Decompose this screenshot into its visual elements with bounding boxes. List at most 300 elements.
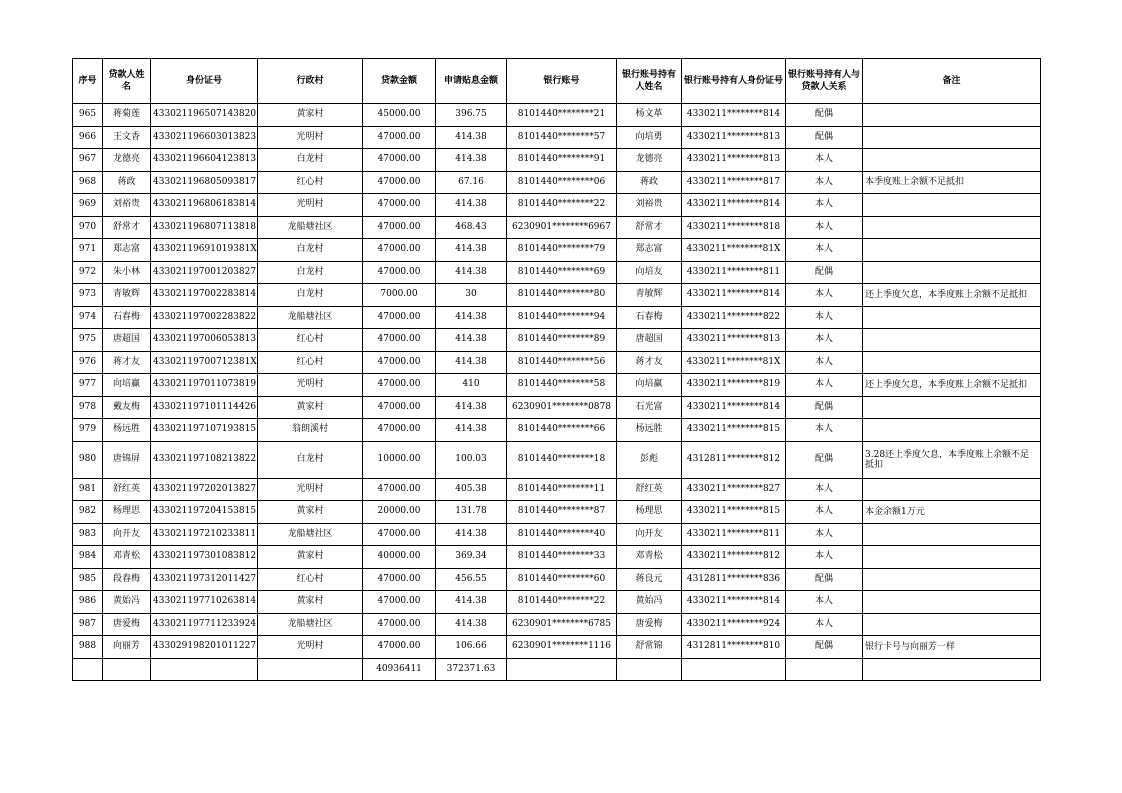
- id-number-cell: 433021197001203827: [151, 261, 258, 284]
- interest-amount-cell: 414.38: [436, 194, 507, 217]
- interest-amount-cell: 414.38: [436, 329, 507, 352]
- loan-amount-cell: 47000.00: [363, 239, 436, 262]
- holder-id-cell: 4330211********813: [682, 126, 786, 149]
- interest-amount-cell: 468.43: [436, 216, 507, 239]
- totals-empty-cell: [507, 658, 617, 681]
- holder-id-cell: 4330211********814: [682, 104, 786, 127]
- table-row: [73, 216, 1041, 239]
- holder-id-cell: 4330211********819: [682, 374, 786, 397]
- header-row: [73, 59, 1041, 104]
- holder-id-cell: 4330211********81X: [682, 239, 786, 262]
- table-row: [73, 478, 1041, 501]
- borrower-name-cell: 杨远胜: [103, 419, 151, 442]
- header-borrower-name: 贷款人姓名: [103, 59, 151, 104]
- loan-amount-cell: 47000.00: [363, 613, 436, 636]
- index-cell: 975: [73, 329, 103, 352]
- loan-amount-cell: 47000.00: [363, 396, 436, 419]
- id-number-cell: 433021196805093817: [151, 171, 258, 194]
- loan-amount-cell: 47000.00: [363, 306, 436, 329]
- interest-amount-cell: 414.38: [436, 149, 507, 172]
- note-cell: [863, 239, 1041, 262]
- index-cell: 967: [73, 149, 103, 172]
- note-cell: [863, 261, 1041, 284]
- header-loan-amount: 贷款金额: [363, 59, 436, 104]
- bank-account-cell: 8101440********18: [507, 441, 617, 478]
- table-row: [73, 104, 1041, 127]
- index-cell: 982: [73, 501, 103, 524]
- index-cell: 986: [73, 591, 103, 614]
- holder-name-cell: 彭彪: [617, 441, 682, 478]
- borrower-name-cell: 邓青松: [103, 546, 151, 569]
- holder-name-cell: 杨文革: [617, 104, 682, 127]
- holder-id-cell: 4330211********814: [682, 284, 786, 307]
- borrower-name-cell: 蒋才友: [103, 351, 151, 374]
- relation-cell: 本人: [786, 284, 863, 307]
- bank-account-cell: 8101440********60: [507, 568, 617, 591]
- table-row: [73, 149, 1041, 172]
- interest-amount-cell: 414.38: [436, 419, 507, 442]
- id-number-cell: 433021197002283814: [151, 284, 258, 307]
- holder-name-cell: 向开友: [617, 523, 682, 546]
- borrower-name-cell: 青敏辉: [103, 284, 151, 307]
- borrower-name-cell: 舒常才: [103, 216, 151, 239]
- village-cell: 龙船塘社区: [258, 523, 363, 546]
- note-cell: [863, 306, 1041, 329]
- holder-name-cell: 向培友: [617, 261, 682, 284]
- loan-amount-cell: 47000.00: [363, 171, 436, 194]
- id-number-cell: 433021196806183814: [151, 194, 258, 217]
- id-number-cell: 433021197711233924: [151, 613, 258, 636]
- note-cell: [863, 149, 1041, 172]
- village-cell: 龙船塘社区: [258, 613, 363, 636]
- village-cell: 光明村: [258, 636, 363, 659]
- village-cell: 白龙村: [258, 239, 363, 262]
- index-cell: 987: [73, 613, 103, 636]
- village-cell: 光明村: [258, 478, 363, 501]
- holder-name-cell: 舒红英: [617, 478, 682, 501]
- index-cell: 988: [73, 636, 103, 659]
- village-cell: 红心村: [258, 568, 363, 591]
- loan-amount-cell: 47000.00: [363, 216, 436, 239]
- holder-name-cell: 蒋政: [617, 171, 682, 194]
- bank-account-cell: 8101440********57: [507, 126, 617, 149]
- relation-cell: 配偶: [786, 126, 863, 149]
- index-cell: 979: [73, 419, 103, 442]
- header-relation: 银行账号持有人与贷款人关系: [786, 59, 863, 104]
- relation-cell: 本人: [786, 613, 863, 636]
- note-cell: 还上季度欠息，本季度账上余额不足抵扣: [863, 374, 1041, 397]
- index-cell: 980: [73, 441, 103, 478]
- bank-account-cell: 8101440********56: [507, 351, 617, 374]
- village-cell: 白龙村: [258, 441, 363, 478]
- borrower-name-cell: 向培赢: [103, 374, 151, 397]
- relation-cell: 本人: [786, 501, 863, 524]
- bank-account-cell: 8101440********40: [507, 523, 617, 546]
- relation-cell: 本人: [786, 523, 863, 546]
- bank-account-cell: 8101440********06: [507, 171, 617, 194]
- loan-amount-cell: 7000.00: [363, 284, 436, 307]
- village-cell: 黄家村: [258, 104, 363, 127]
- table-row: [73, 568, 1041, 591]
- index-cell: 977: [73, 374, 103, 397]
- bank-account-cell: 8101440********58: [507, 374, 617, 397]
- interest-amount-cell: 369.34: [436, 546, 507, 569]
- holder-id-cell: 4312811********836: [682, 568, 786, 591]
- interest-amount-cell: 30: [436, 284, 507, 307]
- bank-account-cell: 8101440********21: [507, 104, 617, 127]
- interest-amount-cell: 414.38: [436, 239, 507, 262]
- loan-amount-cell: 47000.00: [363, 351, 436, 374]
- note-cell: 还上季度欠息，本季度账上余额不足抵扣: [863, 284, 1041, 307]
- bank-account-cell: 8101440********11: [507, 478, 617, 501]
- totals-empty-cell: [258, 658, 363, 681]
- bank-account-cell: 8101440********69: [507, 261, 617, 284]
- loan-amount-cell: 47000.00: [363, 374, 436, 397]
- loan-amount-cell: 47000.00: [363, 419, 436, 442]
- table-row: [73, 261, 1041, 284]
- id-number-cell: 433021197002283822: [151, 306, 258, 329]
- relation-cell: 配偶: [786, 441, 863, 478]
- loan-amount-cell: 47000.00: [363, 126, 436, 149]
- bank-account-cell: 8101440********33: [507, 546, 617, 569]
- index-cell: 985: [73, 568, 103, 591]
- id-number-cell: 433021197204153815: [151, 501, 258, 524]
- id-number-cell: 43302119700712381X: [151, 351, 258, 374]
- index-cell: 970: [73, 216, 103, 239]
- loan-total: 40936411: [363, 658, 436, 681]
- relation-cell: 本人: [786, 194, 863, 217]
- table-row: [73, 306, 1041, 329]
- loan-amount-cell: 47000.00: [363, 478, 436, 501]
- relation-cell: 配偶: [786, 396, 863, 419]
- note-cell: [863, 478, 1041, 501]
- table-row: [73, 171, 1041, 194]
- table-row: [73, 194, 1041, 217]
- loan-amount-cell: 47000.00: [363, 523, 436, 546]
- village-cell: 红心村: [258, 329, 363, 352]
- note-cell: [863, 546, 1041, 569]
- bank-account-cell: 6230901********0878: [507, 396, 617, 419]
- header-holder-name: 银行账号持有人姓名: [617, 59, 682, 104]
- loan-amount-cell: 47000.00: [363, 261, 436, 284]
- index-cell: 974: [73, 306, 103, 329]
- header-id-number: 身份证号: [151, 59, 258, 104]
- relation-cell: 本人: [786, 216, 863, 239]
- header-note: 备注: [863, 59, 1041, 104]
- id-number-cell: 433021197210233811: [151, 523, 258, 546]
- relation-cell: 配偶: [786, 636, 863, 659]
- id-number-cell: 433021197312011427: [151, 568, 258, 591]
- holder-id-cell: 4330211********818: [682, 216, 786, 239]
- village-cell: 光明村: [258, 374, 363, 397]
- loan-table: [72, 58, 1041, 681]
- holder-name-cell: 石春梅: [617, 306, 682, 329]
- interest-amount-cell: 410: [436, 374, 507, 397]
- holder-id-cell: 4330211********814: [682, 194, 786, 217]
- table-row: [73, 419, 1041, 442]
- index-cell: 969: [73, 194, 103, 217]
- relation-cell: 配偶: [786, 568, 863, 591]
- interest-total: 372371.63: [436, 658, 507, 681]
- note-cell: [863, 351, 1041, 374]
- id-number-cell: 433021197011073819: [151, 374, 258, 397]
- table-row: [73, 501, 1041, 524]
- holder-id-cell: 4330211********814: [682, 591, 786, 614]
- borrower-name-cell: 蒋政: [103, 171, 151, 194]
- relation-cell: 本人: [786, 478, 863, 501]
- village-cell: 黄家村: [258, 396, 363, 419]
- note-cell: [863, 419, 1041, 442]
- bank-account-cell: 8101440********89: [507, 329, 617, 352]
- totals-row: [73, 658, 1041, 681]
- loan-amount-cell: 47000.00: [363, 329, 436, 352]
- holder-name-cell: 向培勇: [617, 126, 682, 149]
- village-cell: 光明村: [258, 126, 363, 149]
- id-number-cell: 433021196603013823: [151, 126, 258, 149]
- id-number-cell: 433021197301083812: [151, 546, 258, 569]
- index-cell: 978: [73, 396, 103, 419]
- relation-cell: 本人: [786, 591, 863, 614]
- borrower-name-cell: 唐超国: [103, 329, 151, 352]
- interest-amount-cell: 100.03: [436, 441, 507, 478]
- interest-amount-cell: 67.16: [436, 171, 507, 194]
- table-row: [73, 284, 1041, 307]
- holder-name-cell: 青敏辉: [617, 284, 682, 307]
- village-cell: 龙船塘社区: [258, 216, 363, 239]
- index-cell: 983: [73, 523, 103, 546]
- borrower-name-cell: 黄始冯: [103, 591, 151, 614]
- interest-amount-cell: 106.66: [436, 636, 507, 659]
- relation-cell: 本人: [786, 329, 863, 352]
- note-cell: [863, 104, 1041, 127]
- table-row: [73, 636, 1041, 659]
- holder-name-cell: 郑志富: [617, 239, 682, 262]
- note-cell: 银行卡号与向丽芳一样: [863, 636, 1041, 659]
- holder-name-cell: 舒常才: [617, 216, 682, 239]
- interest-amount-cell: 414.38: [436, 613, 507, 636]
- interest-amount-cell: 414.38: [436, 126, 507, 149]
- holder-id-cell: 4330211********813: [682, 329, 786, 352]
- note-cell: 本季度账上余额不足抵扣: [863, 171, 1041, 194]
- bank-account-cell: 8101440********87: [507, 501, 617, 524]
- totals-empty-cell: [73, 658, 103, 681]
- index-cell: 966: [73, 126, 103, 149]
- index-cell: 968: [73, 171, 103, 194]
- index-cell: 976: [73, 351, 103, 374]
- interest-amount-cell: 414.38: [436, 261, 507, 284]
- loan-amount-cell: 47000.00: [363, 194, 436, 217]
- borrower-name-cell: 杨理思: [103, 501, 151, 524]
- holder-id-cell: 4330211********827: [682, 478, 786, 501]
- holder-name-cell: 杨理思: [617, 501, 682, 524]
- borrower-name-cell: 段春梅: [103, 568, 151, 591]
- note-cell: 3.28还上季度欠息，本季度账上余额不足抵扣: [863, 441, 1041, 478]
- table-row: [73, 374, 1041, 397]
- holder-id-cell: 4330211********813: [682, 149, 786, 172]
- totals-empty-cell: [151, 658, 258, 681]
- table-row: [73, 329, 1041, 352]
- interest-amount-cell: 405.38: [436, 478, 507, 501]
- loan-amount-cell: 47000.00: [363, 636, 436, 659]
- village-cell: 翁朗溪村: [258, 419, 363, 442]
- holder-name-cell: 龙德亮: [617, 149, 682, 172]
- note-cell: [863, 523, 1041, 546]
- borrower-name-cell: 龙德亮: [103, 149, 151, 172]
- bank-account-cell: 8101440********91: [507, 149, 617, 172]
- interest-amount-cell: 131.78: [436, 501, 507, 524]
- table-row: [73, 546, 1041, 569]
- relation-cell: 本人: [786, 239, 863, 262]
- bank-account-cell: 8101440********22: [507, 591, 617, 614]
- index-cell: 984: [73, 546, 103, 569]
- holder-id-cell: 4330211********815: [682, 501, 786, 524]
- id-number-cell: 433021197101114426: [151, 396, 258, 419]
- holder-id-cell: 4330211********924: [682, 613, 786, 636]
- id-number-cell: 433021197710263814: [151, 591, 258, 614]
- borrower-name-cell: 石春梅: [103, 306, 151, 329]
- holder-id-cell: 4312811********812: [682, 441, 786, 478]
- totals-empty-cell: [617, 658, 682, 681]
- totals-empty-cell: [786, 658, 863, 681]
- village-cell: 黄家村: [258, 591, 363, 614]
- header-interest-amount: 申请贴息金额: [436, 59, 507, 104]
- table-row: [73, 239, 1041, 262]
- relation-cell: 本人: [786, 149, 863, 172]
- id-number-cell: 433021197107193815: [151, 419, 258, 442]
- holder-name-cell: 唐超国: [617, 329, 682, 352]
- table-row: [73, 523, 1041, 546]
- relation-cell: 本人: [786, 171, 863, 194]
- interest-amount-cell: 414.38: [436, 351, 507, 374]
- borrower-name-cell: 唐锦屏: [103, 441, 151, 478]
- interest-amount-cell: 414.38: [436, 396, 507, 419]
- holder-id-cell: 4312811********810: [682, 636, 786, 659]
- id-number-cell: 433021196807113818: [151, 216, 258, 239]
- village-cell: 白龙村: [258, 284, 363, 307]
- table-body: [73, 104, 1041, 659]
- holder-name-cell: 刘裕贵: [617, 194, 682, 217]
- relation-cell: 本人: [786, 306, 863, 329]
- holder-name-cell: 向培赢: [617, 374, 682, 397]
- note-cell: [863, 396, 1041, 419]
- borrower-name-cell: 王文香: [103, 126, 151, 149]
- village-cell: 红心村: [258, 171, 363, 194]
- borrower-name-cell: 蒋菊莲: [103, 104, 151, 127]
- loan-amount-cell: 10000.00: [363, 441, 436, 478]
- note-cell: [863, 613, 1041, 636]
- id-number-cell: 433021197202013827: [151, 478, 258, 501]
- holder-name-cell: 唐爱梅: [617, 613, 682, 636]
- bank-account-cell: 8101440********79: [507, 239, 617, 262]
- village-cell: 光明村: [258, 194, 363, 217]
- holder-id-cell: 4330211********817: [682, 171, 786, 194]
- table-row: [73, 441, 1041, 478]
- loan-amount-cell: 45000.00: [363, 104, 436, 127]
- note-cell: 本金余额1万元: [863, 501, 1041, 524]
- borrower-name-cell: 向丽芳: [103, 636, 151, 659]
- index-cell: 971: [73, 239, 103, 262]
- village-cell: 白龙村: [258, 261, 363, 284]
- note-cell: [863, 591, 1041, 614]
- note-cell: [863, 216, 1041, 239]
- borrower-name-cell: 郑志富: [103, 239, 151, 262]
- holder-id-cell: 4330211********812: [682, 546, 786, 569]
- totals-empty-cell: [682, 658, 786, 681]
- table-row: [73, 351, 1041, 374]
- id-number-cell: 433029198201011227: [151, 636, 258, 659]
- village-cell: 黄家村: [258, 501, 363, 524]
- holder-name-cell: 舒常锦: [617, 636, 682, 659]
- loan-amount-cell: 47000.00: [363, 568, 436, 591]
- loan-amount-cell: 47000.00: [363, 591, 436, 614]
- totals-empty-cell: [863, 658, 1041, 681]
- id-number-cell: 433021196507143820: [151, 104, 258, 127]
- interest-amount-cell: 414.38: [436, 591, 507, 614]
- id-number-cell: 43302119691019381X: [151, 239, 258, 262]
- borrower-name-cell: 舒红英: [103, 478, 151, 501]
- relation-cell: 配偶: [786, 261, 863, 284]
- loan-amount-cell: 47000.00: [363, 149, 436, 172]
- holder-id-cell: 4330211********811: [682, 261, 786, 284]
- table-row: [73, 591, 1041, 614]
- interest-amount-cell: 396.75: [436, 104, 507, 127]
- relation-cell: 本人: [786, 546, 863, 569]
- loan-amount-cell: 40000.00: [363, 546, 436, 569]
- village-cell: 白龙村: [258, 149, 363, 172]
- borrower-name-cell: 向开友: [103, 523, 151, 546]
- holder-id-cell: 4330211********814: [682, 396, 786, 419]
- holder-name-cell: 蒋良元: [617, 568, 682, 591]
- holder-name-cell: 石光富: [617, 396, 682, 419]
- relation-cell: 本人: [786, 351, 863, 374]
- holder-name-cell: 蒋才友: [617, 351, 682, 374]
- borrower-name-cell: 朱小林: [103, 261, 151, 284]
- interest-amount-cell: 414.38: [436, 523, 507, 546]
- bank-account-cell: 6230901********6785: [507, 613, 617, 636]
- note-cell: [863, 568, 1041, 591]
- table-row: [73, 613, 1041, 636]
- holder-id-cell: 4330211********81X: [682, 351, 786, 374]
- index-cell: 972: [73, 261, 103, 284]
- bank-account-cell: 8101440********94: [507, 306, 617, 329]
- village-cell: 龙船塘社区: [258, 306, 363, 329]
- id-number-cell: 433021197108213822: [151, 441, 258, 478]
- relation-cell: 本人: [786, 374, 863, 397]
- totals-empty-cell: [103, 658, 151, 681]
- header-index: 序号: [73, 59, 103, 104]
- relation-cell: 本人: [786, 419, 863, 442]
- id-number-cell: 433021196604123813: [151, 149, 258, 172]
- holder-id-cell: 4330211********822: [682, 306, 786, 329]
- holder-name-cell: 黄始冯: [617, 591, 682, 614]
- holder-name-cell: 邓青松: [617, 546, 682, 569]
- note-cell: [863, 329, 1041, 352]
- bank-account-cell: 8101440********66: [507, 419, 617, 442]
- holder-name-cell: 杨远胜: [617, 419, 682, 442]
- table-row: [73, 396, 1041, 419]
- bank-account-cell: 6230901********6967: [507, 216, 617, 239]
- village-cell: 黄家村: [258, 546, 363, 569]
- village-cell: 红心村: [258, 351, 363, 374]
- header-holder-id: 银行账号持有人身份证号: [682, 59, 786, 104]
- interest-amount-cell: 414.38: [436, 306, 507, 329]
- holder-id-cell: 4330211********811: [682, 523, 786, 546]
- borrower-name-cell: 戴友梅: [103, 396, 151, 419]
- index-cell: 965: [73, 104, 103, 127]
- bank-account-cell: 6230901********1116: [507, 636, 617, 659]
- header-village: 行政村: [258, 59, 363, 104]
- index-cell: 981: [73, 478, 103, 501]
